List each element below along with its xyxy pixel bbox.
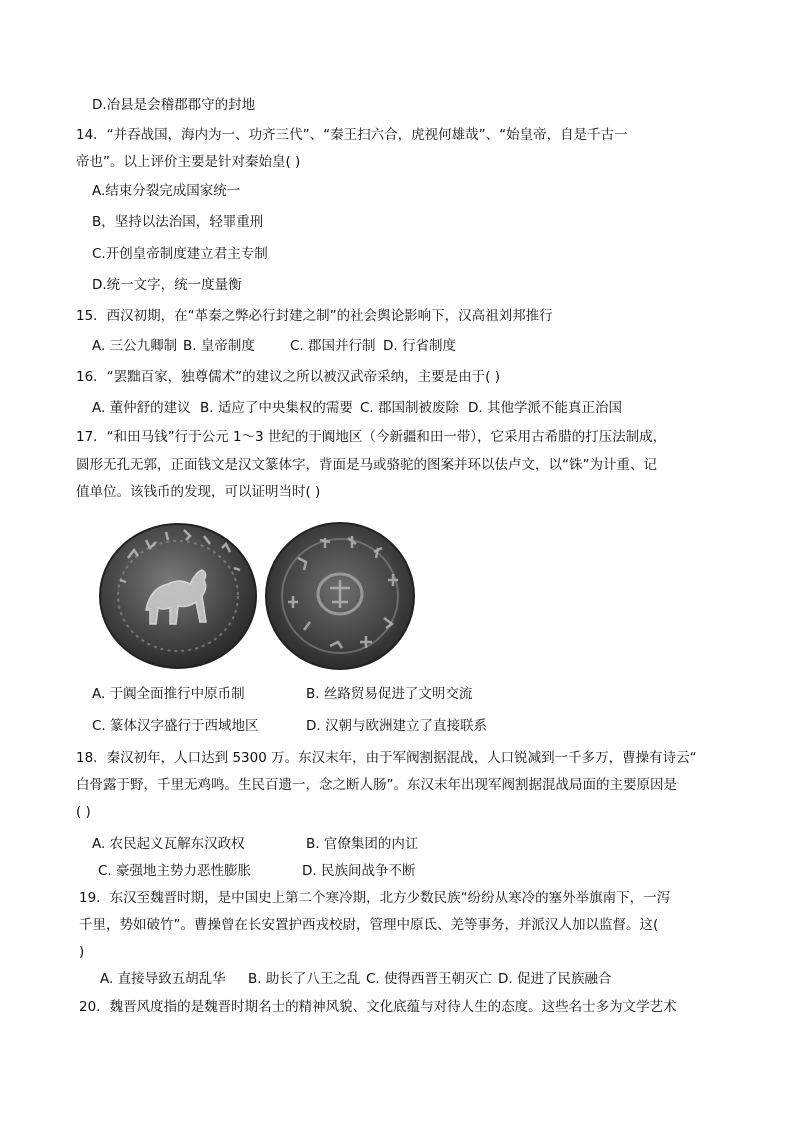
q17-stem-line1: 17．“和田马钱”行于公元 1～3 世纪的于阗地区（今新疆和田一带），它采用古希腊的打压法制成， [76, 429, 667, 445]
q18-option-d: D. 民族间战争不断 [302, 863, 416, 879]
q19-option-b: B. 助长了八王之乱 [248, 971, 361, 987]
q14-stem-line1: 14．“并吞战国，海内为一、功齐三代”、“秦王扫六合，虎视何雄哉”、“始皇帝，自是千古一 [76, 127, 628, 143]
q19-stem-line1: 19．东汉至魏晋时期，是中国史上第二个寒冷期，北方少数民族“纷纷从寒冷的塞外举旗南下，一泻 [79, 890, 671, 906]
q17-option-d: D. 汉朝与欧洲建立了直接联系 [306, 718, 487, 734]
q19-stem-line3: ) [79, 944, 85, 960]
q16-stem: 16．“罢黜百家，独尊儒术”的建议之所以被汉武帝采纳，主要是由于( ) [76, 369, 500, 385]
coin-horse-side [100, 524, 256, 668]
q15-option-b: B. 皇帝制度 [183, 338, 255, 354]
q18-stem-line3: ( ) [76, 804, 91, 820]
q14-stem-line2: 帝也”。以上评价主要是针对秦始皇( ) [76, 154, 301, 170]
q17-option-b: B. 丝路贸易促进了文明交流 [306, 686, 473, 702]
q18-option-b: B. 官僚集团的内讧 [306, 836, 419, 852]
q14-option-b: B，坚持以法治国，轻罪重刑 [92, 214, 264, 230]
q17-stem-line2: 圆形无孔无郭，正面钱文是汉文篆体字，背面是马或骆驼的图案并环以佉卢文，以“铢”为计重、记 [76, 457, 657, 473]
q17-option-c: C. 篆体汉字盛行于西域地区 [92, 718, 259, 734]
q14-option-c: C.开创皇帝制度建立君主专制 [92, 246, 268, 262]
q15-option-a: A. 三公九卿制 [92, 338, 178, 354]
q15-stem: 15．西汉初期，在“革秦之弊必行封建之制”的社会舆论影响下，汉高祖刘邦推行 [76, 308, 553, 324]
q16-option-b: B. 适应了中央集权的需要 [200, 400, 353, 416]
q16-option-c: C. 郡国制被废除 [360, 400, 460, 416]
q15-option-c: C. 郡国并行制 [290, 338, 376, 354]
q13-option-d: D.冶县是会稽郡郡守的封地 [92, 97, 256, 113]
coin-script-side [266, 523, 414, 669]
q19-stem-line2: 千里，势如破竹”。曹操曾在长安置护西戎校尉，管理中原氐、羌等事务，并派汉人加以监督。这( [79, 917, 659, 933]
q18-stem-line1: 18．秦汉初年，人口达到 5300 万。东汉末年，由于军阀割据混战，人口锐减到一千多万，曹操有诗云“ [76, 750, 697, 766]
q17-stem-line3: 值单位。该钱币的发现，可以证明当时( ) [76, 484, 321, 500]
q15-option-d: D. 行省制度 [383, 338, 456, 354]
q16-option-a: A. 董仲舒的建议 [92, 400, 191, 416]
q19-option-a: A. 直接导致五胡乱华 [100, 971, 226, 987]
q14-option-a: A.结束分裂完成国家统一 [92, 183, 241, 199]
q19-option-c: C. 使得西晋王朝灭亡 [366, 971, 493, 987]
q20-stem-line1: 20．魏晋风度指的是魏晋时期名士的精神风貌、文化底蕴与对待人生的态度。这些名士多为文学艺术 [79, 999, 677, 1015]
q19-option-d: D. 促进了民族融合 [498, 971, 612, 987]
q17-option-a: A. 于阗全面推行中原币制 [92, 686, 245, 702]
q18-option-a: A. 农民起义瓦解东汉政权 [92, 836, 245, 852]
q18-stem-line2: 白骨露于野，千里无鸡鸣。生民百遗一，念之断人肠”。东汉末年出现军阀割据混战局面的主要原因是 [76, 777, 677, 793]
q14-option-d: D.统一文字，统一度量衡 [92, 277, 242, 293]
hetian-coins-image [98, 518, 418, 678]
q16-option-d: D. 其他学派不能真正治国 [468, 400, 622, 416]
q18-option-c: C. 豪强地主势力恶性膨胀 [98, 863, 252, 879]
